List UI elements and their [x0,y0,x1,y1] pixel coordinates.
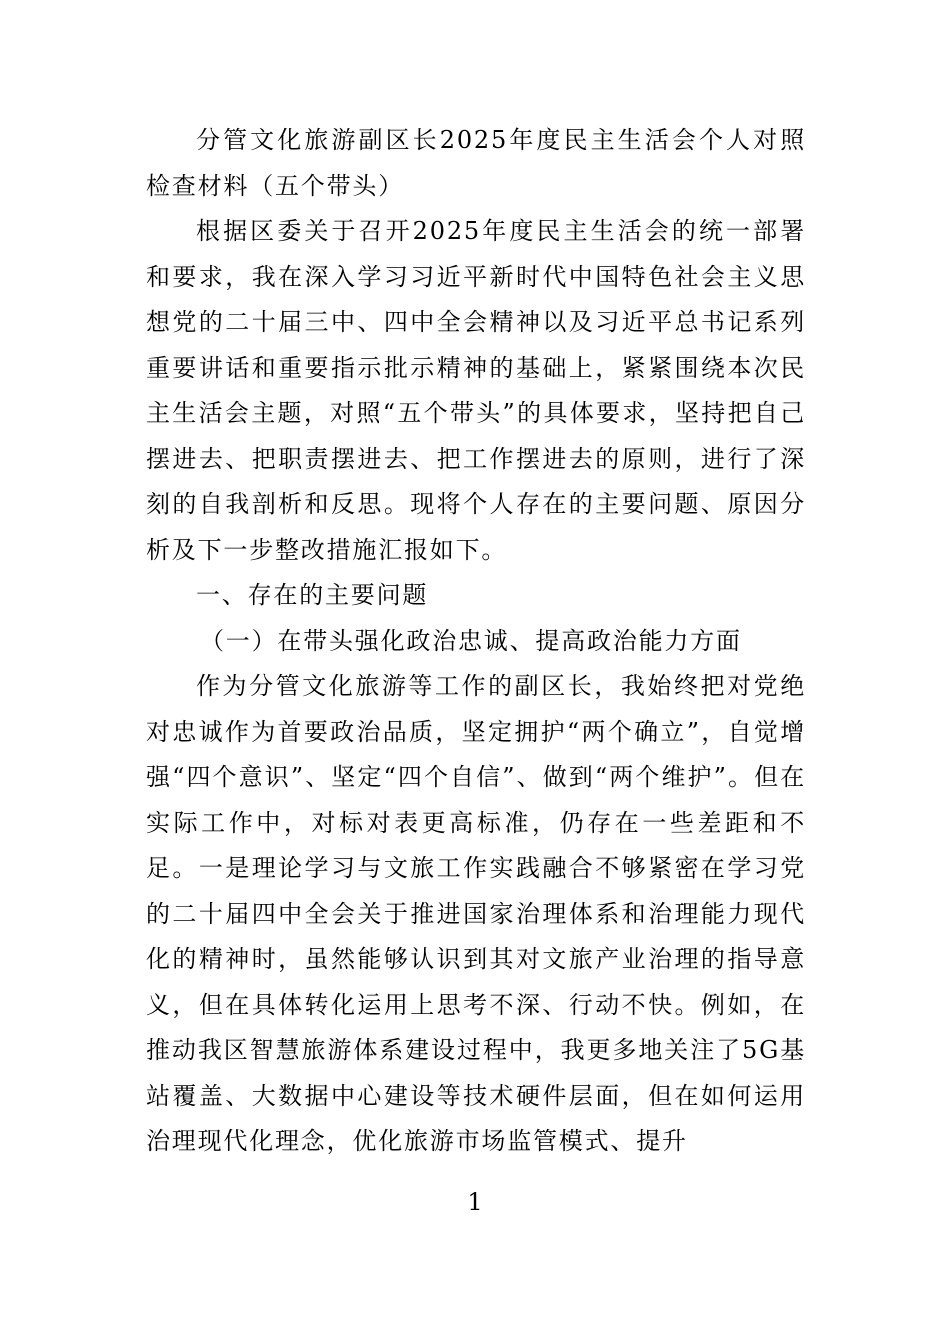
document-body [146,118,806,1165]
document-title: 分管文化旅游副区长2025年度民主生活会个人对照检查材料（五个带头） [146,126,806,200]
body-paragraph: 作为分管文化旅游等工作的副区长，我始终把对党绝对忠诚作为首要政治品质，坚定拥护“两个确立”，自觉增强“四个意识”、坚定“四个自信”、做到“两个维护”。但在实际工作中，对标对表更高标准，仍存在一些差距和不足。一是理论学习与文旅工作实践融合不够紧密在学习党的二十届四中全会关于推进国家治理体系和治理能力现代化的精神时，虽然能够认识到其对文旅产业治理的指导意义，但在具体转化运用上思考不深、行动不快。例如，在推动我区智慧旅游体系建设过程中，我更多地关注了5G基站覆盖、大数据中心建设等技术硬件层面，但在如何运用治理现代化理念，优化旅游市场监管模式、提升 [146,672,806,1155]
intro-paragraph: 根据区委关于召开2025年度民主生活会的统一部署和要求，我在深入学习习近平新时代中国特色社会主义思想党的二十届三中、四中全会精神以及习近平总书记系列重要讲话和重要指示批示精神的基础上，紧紧围绕本次民主生活会主题，对照“五个带头”的具体要求，坚持把自己摆进去、把职责摆进去、把工作摆进去的原则，进行了深刻的自我剖析和反思。现将个人存在的主要问题、原因分析及下一步整改措施汇报如下。 [146,217,806,564]
subsection-heading: （一）在带头强化政治忠诚、提高政治能力方面 [200,626,742,655]
page-number: 1 [467,1188,483,1216]
section-heading: 一、存在的主要问题 [196,581,429,609]
